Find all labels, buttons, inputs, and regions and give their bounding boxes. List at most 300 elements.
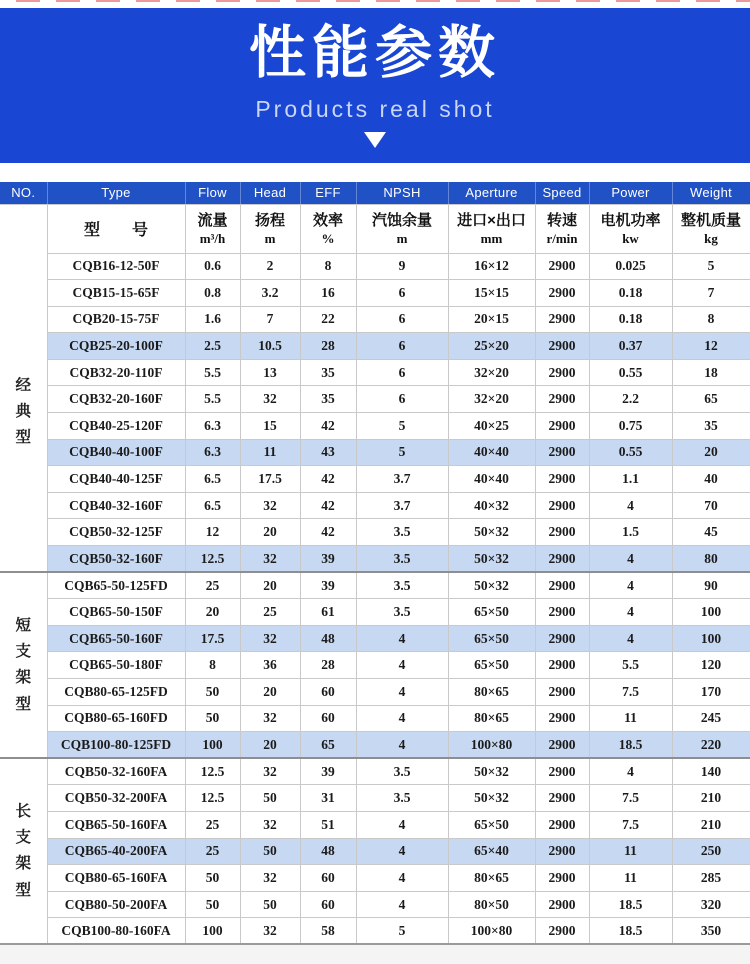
row-group-label: 短 支 架 型 [0,572,47,758]
column-header-aperture: Aperture [448,182,535,204]
cell-flow: 0.8 [185,280,240,307]
cell-eff: 35 [300,386,356,413]
page-title: 性能参数 [249,21,501,85]
cell-flow: 50 [185,705,240,732]
cell-npsh: 9 [356,253,448,280]
table-row [0,439,750,466]
cell-weight: 35 [672,413,750,440]
cell-type: CQB40-40-100F [47,439,185,466]
cell-weight: 210 [672,811,750,838]
cell-weight: 80 [672,546,750,573]
cell-type: CQB40-40-125F [47,466,185,493]
cell-head: 50 [240,838,300,865]
head-unit-label: m [264,230,276,246]
cell-speed: 2900 [535,492,589,519]
cell-weight: 8 [672,306,750,333]
column-subheader-power [589,204,672,253]
speed-cn-label: 转速 [546,211,577,229]
cell-power: 18.5 [589,732,672,759]
column-header-head: Head [240,182,300,204]
cell-eff: 60 [300,865,356,892]
cell-flow: 12 [185,519,240,546]
cell-eff: 28 [300,333,356,360]
column-header-flow: Flow [185,182,240,204]
cell-npsh: 5 [356,918,448,945]
cell-power: 4 [589,625,672,652]
cell-eff: 58 [300,918,356,945]
cell-weight: 285 [672,865,750,892]
table-row [0,413,750,440]
cell-npsh: 6 [356,306,448,333]
power-unit-label: kw [622,230,639,246]
cell-speed: 2900 [535,306,589,333]
cell-flow: 12.5 [185,758,240,785]
cell-type: CQB50-32-160F [47,546,185,573]
column-header-power: Power [589,182,672,204]
column-header-weight: Weight [672,182,750,204]
cell-aperture: 80×50 [448,891,535,918]
cell-eff: 60 [300,679,356,706]
cell-type: CQB80-65-125FD [47,679,185,706]
table-row [0,306,750,333]
cell-npsh: 4 [356,679,448,706]
cell-flow: 6.5 [185,492,240,519]
cell-head: 32 [240,811,300,838]
npsh-cn-label: 汽蚀余量 [371,211,432,229]
cell-flow: 6.5 [185,466,240,493]
cell-power: 18.5 [589,918,672,945]
cell-weight: 5 [672,253,750,280]
table-row [0,546,750,573]
cell-eff: 42 [300,413,356,440]
spec-table [0,182,750,945]
cell-head: 20 [240,572,300,599]
cell-head: 32 [240,492,300,519]
cell-head: 15 [240,413,300,440]
cell-aperture: 50×32 [448,546,535,573]
cell-power: 0.025 [589,253,672,280]
column-subheader-head [240,204,300,253]
cell-speed: 2900 [535,466,589,493]
table-row [0,599,750,626]
cell-npsh: 6 [356,280,448,307]
cell-type: CQB80-65-160FA [47,865,185,892]
cell-npsh: 4 [356,652,448,679]
cell-type: CQB20-15-75F [47,306,185,333]
cell-head: 13 [240,359,300,386]
cell-aperture: 20×15 [448,306,535,333]
cell-type: CQB40-32-160F [47,492,185,519]
cell-npsh: 4 [356,705,448,732]
cell-weight: 12 [672,333,750,360]
cell-speed: 2900 [535,280,589,307]
cell-aperture: 16×12 [448,253,535,280]
aperture-cn-label: 进口×出口 [457,211,526,229]
cell-flow: 25 [185,811,240,838]
cell-eff: 43 [300,439,356,466]
cell-npsh: 3.5 [356,599,448,626]
cell-aperture: 32×20 [448,386,535,413]
table-row [0,280,750,307]
cell-npsh: 4 [356,891,448,918]
cell-type: CQB65-50-150F [47,599,185,626]
cell-aperture: 32×20 [448,359,535,386]
cell-type: CQB16-12-50F [47,253,185,280]
cell-eff: 48 [300,838,356,865]
cell-power: 7.5 [589,785,672,812]
cell-type: CQB32-20-160F [47,386,185,413]
table-row [0,891,750,918]
cell-power: 0.18 [589,280,672,307]
cell-flow: 50 [185,679,240,706]
cell-aperture: 65×50 [448,625,535,652]
cell-head: 25 [240,599,300,626]
cell-npsh: 3.5 [356,758,448,785]
cell-aperture: 100×80 [448,732,535,759]
cell-power: 4 [589,572,672,599]
cell-head: 20 [240,519,300,546]
cell-npsh: 6 [356,359,448,386]
cell-type: CQB50-32-125F [47,519,185,546]
cell-power: 4 [589,758,672,785]
cell-npsh: 4 [356,838,448,865]
cell-aperture: 65×50 [448,811,535,838]
cell-eff: 48 [300,625,356,652]
cell-eff: 61 [300,599,356,626]
table-row [0,918,750,945]
cell-speed: 2900 [535,519,589,546]
cell-weight: 140 [672,758,750,785]
column-subheader-type: 型 号 [47,204,185,253]
cell-head: 10.5 [240,333,300,360]
header-spacer [0,204,47,253]
cell-weight: 100 [672,625,750,652]
cell-power: 0.55 [589,439,672,466]
column-subheader-eff [300,204,356,253]
cell-type: CQB65-50-160FA [47,811,185,838]
cell-npsh: 5 [356,439,448,466]
cell-aperture: 80×65 [448,865,535,892]
cell-head: 17.5 [240,466,300,493]
cell-npsh: 3.5 [356,572,448,599]
table-header-row-en [0,182,750,204]
cell-power: 18.5 [589,891,672,918]
cell-eff: 39 [300,572,356,599]
cell-power: 11 [589,705,672,732]
title-banner [0,8,750,163]
cell-weight: 70 [672,492,750,519]
cell-flow: 25 [185,572,240,599]
cell-flow: 1.6 [185,306,240,333]
cell-eff: 42 [300,466,356,493]
cell-type: CQB100-80-125FD [47,732,185,759]
cell-speed: 2900 [535,333,589,360]
cell-speed: 2900 [535,732,589,759]
column-header-type: Type [47,182,185,204]
cell-aperture: 50×32 [448,758,535,785]
cell-head: 2 [240,253,300,280]
chevron-down-icon [364,132,386,148]
cell-eff: 51 [300,811,356,838]
cell-speed: 2900 [535,705,589,732]
flow-cn-label: 流量 [197,211,228,229]
cell-head: 20 [240,679,300,706]
speed-unit-label: r/min [546,230,578,246]
column-subheader-weight [672,204,750,253]
table-row [0,519,750,546]
cell-power: 4 [589,546,672,573]
cell-power: 0.37 [589,333,672,360]
cell-flow: 50 [185,865,240,892]
cell-type: CQB50-32-160FA [47,758,185,785]
cell-head: 11 [240,439,300,466]
table-row [0,386,750,413]
cell-aperture: 40×40 [448,439,535,466]
cell-head: 32 [240,705,300,732]
aperture-unit-label: mm [480,230,503,246]
cell-power: 4 [589,492,672,519]
table-row [0,492,750,519]
cell-eff: 35 [300,359,356,386]
table-body [0,253,750,944]
cell-flow: 20 [185,599,240,626]
cell-npsh: 3.5 [356,546,448,573]
cell-power: 2.2 [589,386,672,413]
red-dashes-decoration [0,0,750,2]
cell-flow: 25 [185,838,240,865]
cell-eff: 16 [300,280,356,307]
cell-flow: 50 [185,891,240,918]
cell-aperture: 50×32 [448,572,535,599]
cell-eff: 8 [300,253,356,280]
cell-flow: 6.3 [185,439,240,466]
cell-eff: 39 [300,758,356,785]
cell-power: 7.5 [589,811,672,838]
cell-speed: 2900 [535,413,589,440]
cell-eff: 28 [300,652,356,679]
cell-speed: 2900 [535,758,589,785]
cell-head: 32 [240,386,300,413]
cell-aperture: 65×40 [448,838,535,865]
cell-npsh: 4 [356,811,448,838]
cell-flow: 2.5 [185,333,240,360]
cell-weight: 170 [672,679,750,706]
cell-head: 32 [240,918,300,945]
cell-speed: 2900 [535,891,589,918]
cell-npsh: 3.5 [356,519,448,546]
cell-flow: 17.5 [185,625,240,652]
column-subheader-flow [185,204,240,253]
column-header-eff: EFF [300,182,356,204]
row-group-label: 经 典 型 [0,253,47,572]
cell-type: CQB40-25-120F [47,413,185,440]
cell-type: CQB25-20-100F [47,333,185,360]
cell-aperture: 65×50 [448,599,535,626]
cell-head: 36 [240,652,300,679]
cell-eff: 39 [300,546,356,573]
power-cn-label: 电机功率 [600,211,661,229]
cell-speed: 2900 [535,652,589,679]
cell-aperture: 15×15 [448,280,535,307]
cell-head: 7 [240,306,300,333]
column-subheader-aperture [448,204,535,253]
cell-speed: 2900 [535,359,589,386]
cell-weight: 18 [672,359,750,386]
cell-speed: 2900 [535,546,589,573]
cell-power: 1.5 [589,519,672,546]
cell-speed: 2900 [535,679,589,706]
table-row [0,679,750,706]
cell-npsh: 4 [356,732,448,759]
cell-eff: 31 [300,785,356,812]
table-row [0,758,750,785]
cell-aperture: 40×32 [448,492,535,519]
cell-weight: 350 [672,918,750,945]
cell-aperture: 40×25 [448,413,535,440]
cell-aperture: 50×32 [448,519,535,546]
column-subheader-speed [535,204,589,253]
cell-aperture: 65×50 [448,652,535,679]
cell-aperture: 25×20 [448,333,535,360]
cell-weight: 90 [672,572,750,599]
column-header-npsh: NPSH [356,182,448,204]
cell-flow: 100 [185,732,240,759]
cell-weight: 220 [672,732,750,759]
cell-power: 0.75 [589,413,672,440]
cell-power: 5.5 [589,652,672,679]
cell-aperture: 100×80 [448,918,535,945]
cell-npsh: 3.7 [356,466,448,493]
cell-npsh: 3.5 [356,785,448,812]
cell-speed: 2900 [535,253,589,280]
cell-speed: 2900 [535,625,589,652]
page-subtitle: Products real shot [255,95,495,122]
cell-weight: 20 [672,439,750,466]
cell-type: CQB100-80-160FA [47,918,185,945]
cell-power: 0.55 [589,359,672,386]
cell-head: 32 [240,865,300,892]
cell-head: 50 [240,891,300,918]
cell-weight: 320 [672,891,750,918]
cell-npsh: 3.7 [356,492,448,519]
cell-flow: 0.6 [185,253,240,280]
eff-unit-label: % [321,230,335,246]
cell-type: CQB15-15-65F [47,280,185,307]
cell-npsh: 4 [356,625,448,652]
cell-type: CQB80-50-200FA [47,891,185,918]
cell-speed: 2900 [535,838,589,865]
head-cn-label: 扬程 [254,211,285,229]
cell-weight: 7 [672,280,750,307]
cell-type: CQB65-40-200FA [47,838,185,865]
cell-flow: 100 [185,918,240,945]
cell-speed: 2900 [535,599,589,626]
cell-weight: 100 [672,599,750,626]
table-header-row-cn [0,204,750,253]
cell-head: 32 [240,625,300,652]
cell-eff: 42 [300,492,356,519]
cell-type: CQB50-32-200FA [47,785,185,812]
cell-type: CQB65-50-180F [47,652,185,679]
cell-flow: 12.5 [185,785,240,812]
table-row [0,572,750,599]
cell-type: CQB32-20-110F [47,359,185,386]
cell-weight: 120 [672,652,750,679]
cell-speed: 2900 [535,386,589,413]
cell-flow: 5.5 [185,386,240,413]
footer-strip [0,945,750,964]
cell-npsh: 6 [356,386,448,413]
cell-speed: 2900 [535,811,589,838]
cell-aperture: 80×65 [448,679,535,706]
cell-aperture: 50×32 [448,785,535,812]
table-row [0,625,750,652]
cell-type: CQB80-65-160FD [47,705,185,732]
cell-weight: 245 [672,705,750,732]
cell-head: 20 [240,732,300,759]
cell-npsh: 6 [356,333,448,360]
top-strip [0,0,750,8]
cell-power: 11 [589,838,672,865]
column-subheader-npsh [356,204,448,253]
cell-power: 11 [589,865,672,892]
cell-head: 32 [240,758,300,785]
weight-cn-label: 整机质量 [680,211,741,229]
cell-eff: 60 [300,891,356,918]
column-header-no: NO. [0,182,47,204]
table-row [0,466,750,493]
cell-speed: 2900 [535,785,589,812]
flow-unit-label: m³/h [199,230,226,246]
table-row [0,705,750,732]
cell-power: 7.5 [589,679,672,706]
cell-npsh: 4 [356,865,448,892]
cell-weight: 250 [672,838,750,865]
cell-speed: 2900 [535,439,589,466]
cell-head: 32 [240,546,300,573]
cell-flow: 12.5 [185,546,240,573]
table-row [0,333,750,360]
cell-eff: 42 [300,519,356,546]
spec-table-wrap [0,182,750,945]
cell-weight: 40 [672,466,750,493]
table-row [0,785,750,812]
cell-type: CQB65-50-160F [47,625,185,652]
cell-power: 1.1 [589,466,672,493]
table-row [0,865,750,892]
cell-speed: 2900 [535,865,589,892]
cell-flow: 8 [185,652,240,679]
cell-weight: 210 [672,785,750,812]
cell-aperture: 40×40 [448,466,535,493]
cell-eff: 60 [300,705,356,732]
table-row [0,811,750,838]
cell-eff: 65 [300,732,356,759]
cell-flow: 5.5 [185,359,240,386]
table-row [0,732,750,759]
weight-unit-label: kg [704,230,718,246]
cell-power: 4 [589,599,672,626]
cell-aperture: 80×65 [448,705,535,732]
cell-weight: 45 [672,519,750,546]
cell-speed: 2900 [535,572,589,599]
cell-type: CQB65-50-125FD [47,572,185,599]
table-row [0,359,750,386]
npsh-unit-label: m [396,230,408,246]
cell-power: 0.18 [589,306,672,333]
cell-weight: 65 [672,386,750,413]
cell-npsh: 5 [356,413,448,440]
